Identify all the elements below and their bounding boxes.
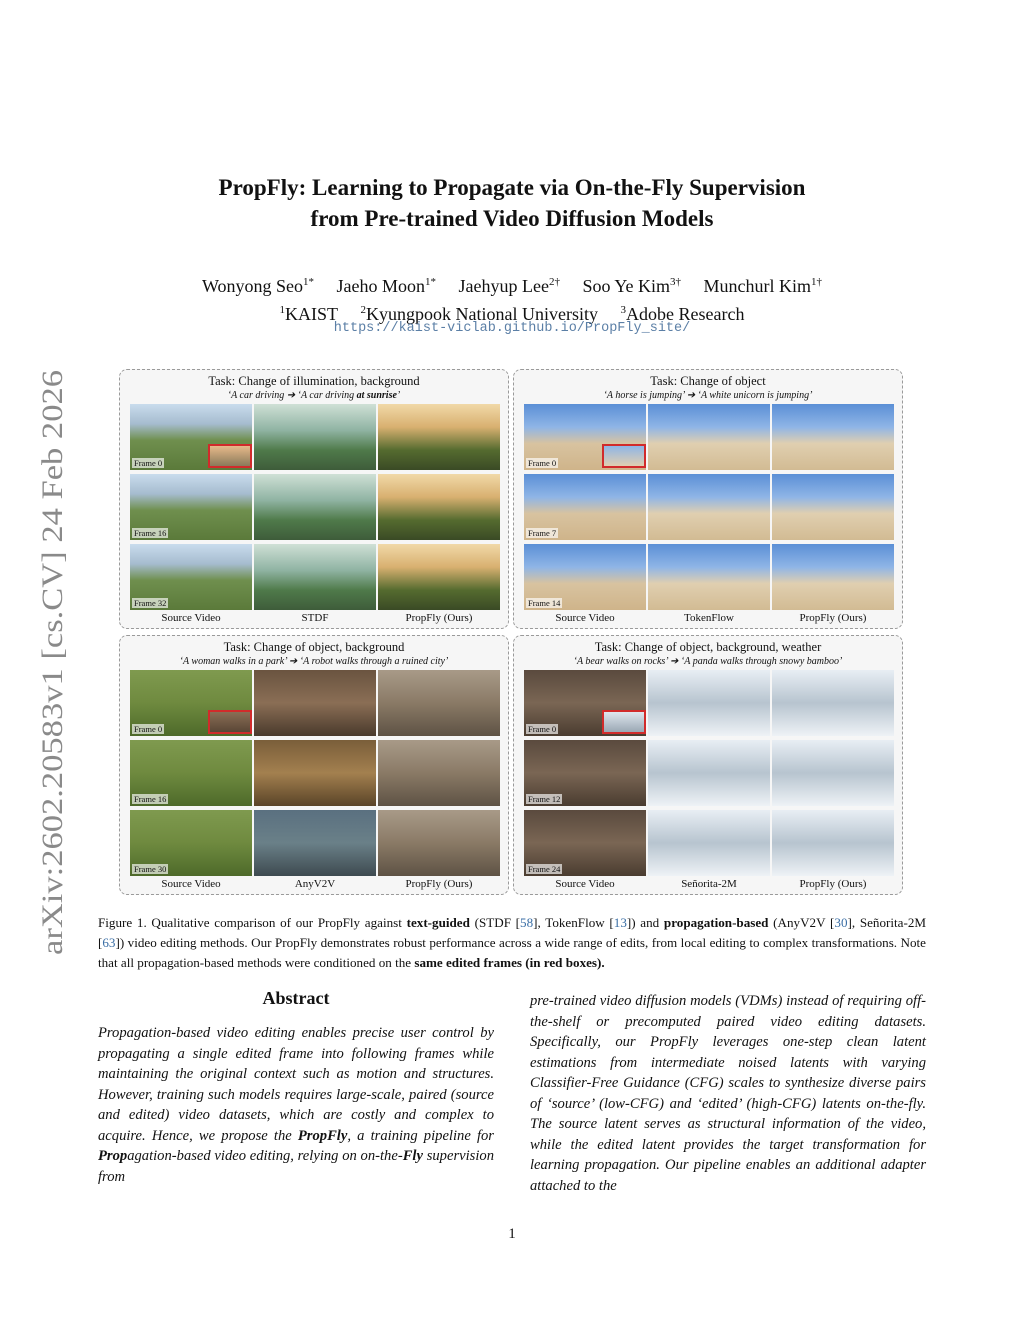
figure-panel-bear (513, 635, 903, 895)
author: Jaeho Moon$^{1*}$ (336, 276, 437, 296)
citation-link[interactable]: 13 (613, 915, 627, 930)
column-label: TokenFlow (684, 612, 734, 624)
abstract-heading: Abstract (262, 988, 330, 1008)
page-number: 1 (508, 1226, 516, 1242)
figure-1 (119, 369, 905, 895)
column-label: Source Video (555, 612, 615, 624)
frame-label: Frame 30 (134, 864, 167, 874)
panel-prompt: ‘A bear walks on rocks’ ➔ ‘A panda walks through snowy bamboo’ (573, 656, 843, 667)
edited-frame-box (602, 444, 646, 468)
abstract-right-column: pre-trained video diffusion models (VDMs) instead of requiring off-the-shelf or precomputed paired video editing datasets. Specifically, our PropFly leverages one-step clean latent estimations from intermediate noised latents with varying Classifier-Free Guidance (CFG) scales to synthesize diverse pairs of ‘source’ (low-CFG) and ‘edited’ (high-CFG) latents on-the-fly. The source latent serves as structural information of the video, while the edited latent provides the target transformation for learning propagation. Our pipeline enables an additional adapter attached to the (530, 993, 926, 1194)
column-label: Source Video (161, 878, 221, 890)
frame-source (130, 740, 252, 806)
frame-baseline (648, 544, 770, 610)
panel-task: Task: Change of object, background (223, 640, 405, 654)
column-labels (130, 612, 500, 626)
frame-label: Frame 14 (528, 598, 561, 608)
frame-source (130, 474, 252, 540)
frame-ours (772, 810, 894, 876)
frame-baseline (254, 810, 376, 876)
panel-task: Task: Change of illumination, background (208, 374, 420, 388)
frame-source (524, 544, 646, 610)
frame-baseline (254, 544, 376, 610)
author: Wonyong Seo$^{1*}$ (201, 276, 315, 296)
frame-source (524, 740, 646, 806)
frame-label: Frame 24 (528, 864, 561, 874)
frame-baseline (254, 474, 376, 540)
column-label: PropFly (Ours) (405, 612, 473, 624)
frame-ours (378, 474, 500, 540)
figure-panel-woman (119, 635, 509, 895)
frame-grid (130, 670, 500, 876)
frame-grid (524, 670, 894, 876)
edited-frame-box (208, 444, 252, 468)
frame-ours (378, 740, 500, 806)
frame-label: Frame 7 (528, 528, 557, 538)
frame-baseline (254, 404, 376, 470)
column-label: AnyV2V (294, 878, 336, 890)
title-line-2: from Pre-trained Video Diffusion Models (310, 206, 714, 231)
column-label: PropFly (Ours) (799, 612, 867, 624)
panel-task: Task: Change of object, background, weather (594, 640, 822, 654)
frame-label: Frame 0 (134, 458, 163, 468)
frame-baseline (254, 670, 376, 736)
frame-source (130, 544, 252, 610)
frame-label: Frame 0 (528, 458, 557, 468)
panel-prompt: ‘A horse is jumping’ ➔ ‘A white unicorn is jumping’ (603, 390, 813, 401)
frame-grid (130, 404, 500, 610)
frame-ours (378, 404, 500, 470)
author: Munchurl Kim$^{1\dagger}$ (703, 276, 823, 296)
author: Soo Ye Kim$^{3\dagger}$ (582, 276, 682, 296)
column-labels (524, 612, 894, 626)
frame-source (524, 810, 646, 876)
column-label: PropFly (Ours) (405, 878, 473, 890)
figure-panel-horse (513, 369, 903, 629)
frame-ours (772, 474, 894, 540)
affiliation: $^3$Adobe Research (620, 304, 745, 324)
panel-task: Task: Change of object (650, 374, 766, 388)
panel-prompt: ‘A woman walks in a park’ ➔ ‘A robot walks through a ruined city’ (179, 656, 449, 667)
frame-baseline (648, 404, 770, 470)
column-label: Source Video (161, 612, 221, 624)
frame-baseline (648, 810, 770, 876)
frame-source (130, 810, 252, 876)
paper-title (0, 172, 1024, 234)
column-labels (524, 878, 894, 892)
frame-baseline (254, 740, 376, 806)
frame-ours (772, 670, 894, 736)
column-label: Source Video (555, 878, 615, 890)
author: Jaehyup Lee$^{2\dagger}$ (458, 276, 560, 296)
frame-ours (772, 404, 894, 470)
affiliation: $^1$KAIST (279, 304, 339, 324)
frame-ours (772, 740, 894, 806)
frame-label: Frame 12 (528, 794, 561, 804)
frame-baseline (648, 670, 770, 736)
author-block (0, 270, 1024, 326)
citation-link[interactable]: 63 (102, 935, 116, 950)
column-label: Señorita-2M (681, 878, 737, 890)
frame-label: Frame 16 (134, 794, 167, 804)
column-label: STDF (301, 612, 329, 624)
frame-source (524, 474, 646, 540)
column-labels (130, 878, 500, 892)
project-url-link[interactable]: https://kaist-viclab.github.io/PropFly_site/ (333, 321, 691, 336)
arxiv-stamp-text: arXiv:2602.20583v1 [cs.CV] 24 Feb 2026 (36, 446, 69, 955)
column-label: PropFly (Ours) (799, 878, 867, 890)
frame-ours (378, 670, 500, 736)
frame-baseline (648, 474, 770, 540)
citation-link[interactable]: 58 (520, 915, 534, 930)
frame-label: Frame 0 (134, 724, 163, 734)
panel-prompt: ‘A car driving ➔ ‘A car driving at sunrise’ (227, 390, 401, 401)
figure-caption: Figure 1. Qualitative comparison of our PropFly against text-guided (STDF [58], TokenFlow [13]) and propagation-based (AnyV2V [30], Señorita-2M [63]) video editing methods. Our PropFly demonstrates robust performance across a wide range of edits, from local editing to complex transformations. Note that all propagation-based methods were conditioned on the same edited frames (in red boxes). (98, 915, 927, 970)
edited-frame-box (208, 710, 252, 734)
frame-ours (772, 544, 894, 610)
author-list (0, 270, 1024, 298)
frame-baseline (648, 740, 770, 806)
figure-panel-car (119, 369, 509, 629)
frame-label: Frame 32 (134, 598, 167, 608)
frame-grid (524, 404, 894, 610)
title-line-1: PropFly: Learning to Propagate via On-the-Fly Supervision (218, 175, 806, 200)
citation-link[interactable]: 30 (834, 915, 848, 930)
frame-ours (378, 810, 500, 876)
frame-label: Frame 0 (528, 724, 557, 734)
affiliation: $^2$Kyungpook National University (360, 304, 599, 324)
edited-frame-box (602, 710, 646, 734)
arxiv-stamp (28, 365, 72, 955)
frame-ours (378, 544, 500, 610)
abstract-left-column: Propagation-based video editing enables precise user control by propagating a single edited frame into following frames while maintaining the original context such as motion and structures. However, training such models requires large-scale, paired (source and edited) video datasets, which are costly and complex to acquire. Hence, we propose the PropFly, a training pipeline for Propagation-based video editing, relying on on-the-Fly supervision from (98, 1025, 494, 1185)
frame-label: Frame 16 (134, 528, 167, 538)
